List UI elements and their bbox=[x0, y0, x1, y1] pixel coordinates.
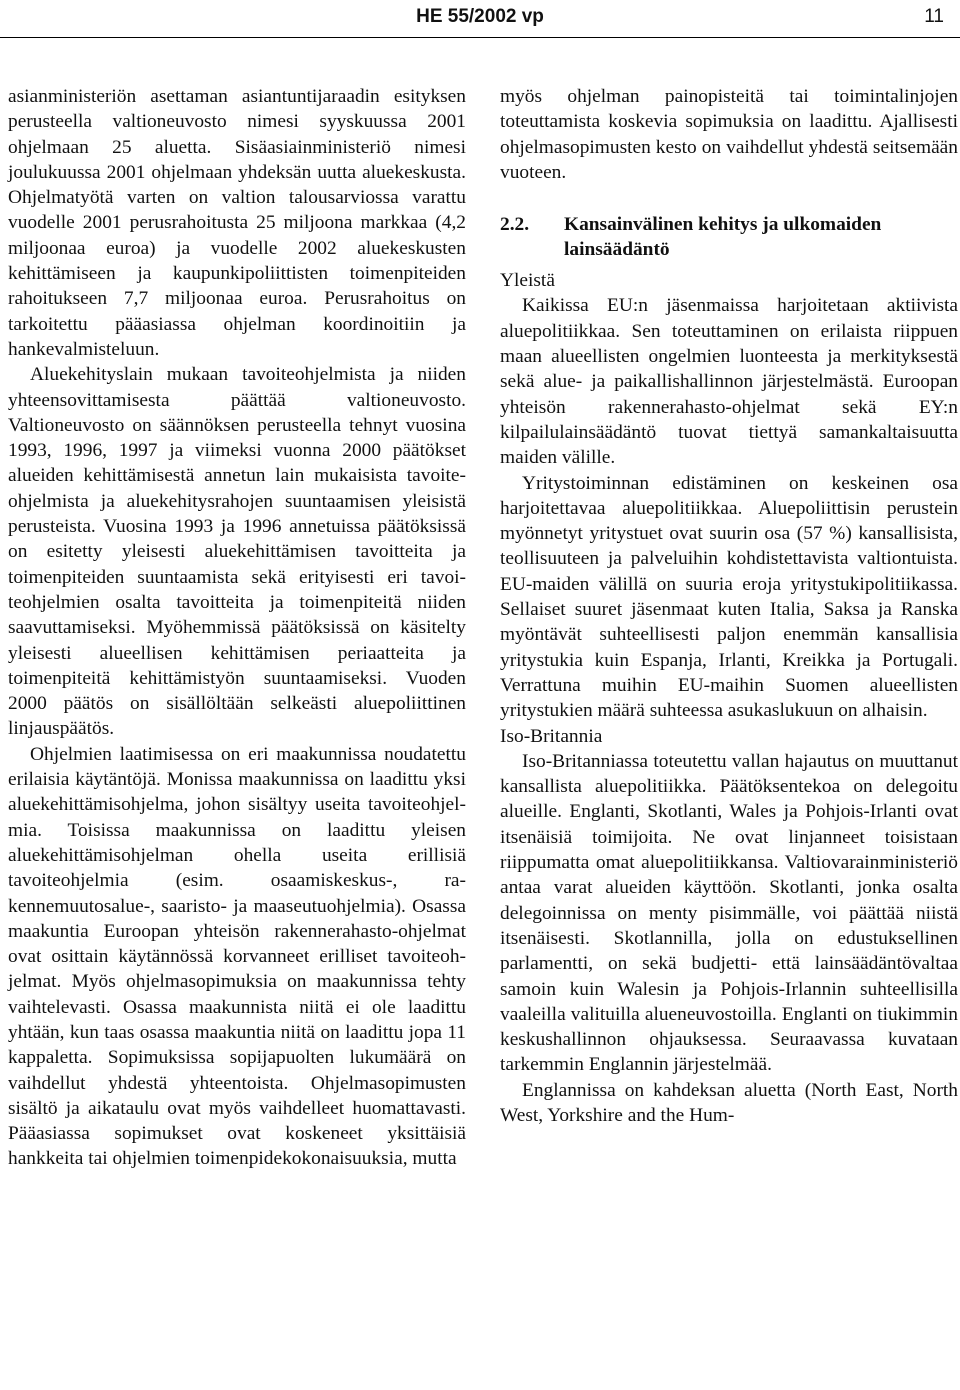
section-title: Kansainvälinen kehitys ja ulkomaiden lainsäädäntö bbox=[564, 214, 882, 261]
paragraph: Kaikissa EU:n jäsenmaissa harjoitetaan aktiivista aluepolitiikkaa. Sen toteuttaminen on erilaista riippuen maan alueellisten ongelmien luonteesta ja merkityksestä sekä alue- ja paikallishallinnon järjestelmästä. Euroopan yhteisön rakennerahasto-ohjelmat sekä EY:n kilpailulainsäädäntö tuovat tiettyä samankaltaisuutta maiden välille. bbox=[500, 295, 958, 469]
paragraph: myös ohjelman painopisteitä tai toimintalinjojen toteuttamista koskevia sopimuksia on laadittu. Ajallisesti ohjelmasopimusten kesto on vaihdellut yhdestä seitsemään vuoteen. bbox=[500, 86, 958, 183]
paragraph: Ohjelmien laatimisessa on eri maakunnissa noudatettu erilaisia käytäntöjä. Monissa maakunnissa on laadittu yksi aluekehittämisohjelma, johon sisältyy useita tavoiteohjelmia. Toisissa maakunnissa on laadittu yleisen aluekehittämisohjelman ohella useita erillisiä tavoiteohjelmia (esim. osaamiskeskus-, rakennemuutosalue-, saaristo- ja maaseutuohjelmia). Osassa maakuntia Euroopan yhteisön rakennerahasto-ohjelmat ovat osittain käytännössä korvanneet erilliset tavoiteohjelmat. Myös ohjelmasopimuksia on maakunnissa tehty vaihtelevasti. Osassa maakunnista niitä ei ole laadittu yhtään, kun taas osassa maakuntia niitä on laadittu jopa 11 kappaletta. Sopimuksissa sopijapuolten lukumäärä on vaihdellut yhdestä yhteentoista. Ohjelmasopimusten sisältö ja aikataulu ovat myös vaihdelleet huomattavasti. Pääasiassa sopimukset ovat koskeneet yksittäisiä hankkeita tai ohjelmien toimenpidekokonaisuuksia, mutta bbox=[8, 743, 466, 1170]
paragraph: Englannissa on kahdeksan aluetta (North East, North West, Yorkshire and the Hum- bbox=[500, 1079, 958, 1126]
document-reference: HE 55/2002 vp bbox=[416, 6, 544, 27]
paragraph: asianministeriön asettaman asiantuntijaraadin esityksen perusteella valtioneuvosto nimesi syyskuussa 2001 ohjelmaan 25 aluetta. Sisäasiainministeriö nimesi joulukuussa 2001 ohjelmaan yhdeksän uutta aluekeskusta. Ohjelmatyötä varten on valtion talousarviossa varattu vuodelle 2001 perusrahoitusta 25 miljoona markkaa (4,2 miljoonaa euroa) ja vuodelle 2002 aluekeskusten kehittämiseen ja kaupunkipoliittisten toimenpiteiden rahoitukseen 7,7 miljoonaa euroa. Perusrahoitus on tarkoitettu pääasiassa ohjelman koordinoitiin ja hankevalmisteluun. bbox=[8, 86, 466, 360]
page-header bbox=[0, 0, 960, 40]
section-heading bbox=[500, 212, 958, 268]
subheading-uk: Iso-Britannia bbox=[500, 725, 603, 747]
right-column bbox=[500, 84, 958, 1128]
page-number: 11 bbox=[924, 6, 944, 27]
section-number: 2.2. bbox=[500, 214, 530, 236]
paragraph: Iso-Britanniassa toteutettu vallan hajautus on muuttanut kansallista aluepolitiikka. Päätöksentekoa on delegoitu alueille. Englanti, Skotlanti, Wales ja Pohjois-Irlanti ovat itsenäisiä toimijoita. Ne ovat linjanneet toisistaan riippumatta omat aluepolitiikkansa. Valtiovarainministeriö antaa varat alueiden käyttöön. Skotlanti, jonka osalta delegoinnissa on menty pisimmälle, voi päättää niistä itsenäisesti. Skotlannilla, jolla on edustuksellinen parlamentti, on sekä budjetti- että lainsäädäntövaltaa samoin kuin Walesin ja Pohjois-Irlannin suhteellisilla vaaleilla valituilla alueneuvostoilla. Englanti on tiukimmin keskushallinnon ohjauksessa. Seuraavassa kuvataan tarkemmin Englannin järjestelmää. bbox=[500, 750, 958, 1076]
paragraph: Yritystoiminnan edistäminen on keskeinen osa harjoitettavaa aluepolitiikkaa. Aluepoliittisin perustein myönnetyt yritystuet ovat suurin osa (57 %) kansallisista, teollisuuteen ja palveluihin kohdistettavista valtiontuista. EU-maiden välillä on suuria eroja yritystukipolitiikassa. Sellaiset suuret jäsenmaat kuten Italia, Saksa ja Ranska myöntävät suhteellisesti paljon enemmän kansallisia yritystukia kuin Espanja, Irlanti, Kreikka ja Portugali. Verrattuna muihin EU-maihin Suomen alueellisten yritystukien määrä suhteessa asukaslukuun on alhaisin. bbox=[500, 472, 958, 722]
left-column bbox=[8, 84, 466, 1172]
paragraph: Aluekehityslain mukaan tavoiteohjelmista ja niiden yhteensovittamisesta päättää valtioneuvosto. Valtioneuvosto on säännöksen perusteella tehnyt vuosina 1993, 1996, 1997 ja viimeksi vuonna 2000 päätökset alueiden kehittämisestä annetun lain mukaisista tavoiteohjelmista ja aluekehitysrahojen suuntaamisen yleisistä perusteista. Vuosina 1993 ja 1996 annetuissa päätöksissä on esitetty yleisesti aluekehittämisen tavoitteita ja toimenpiteiden suuntaamista sekä erityisesti eri tavoiteohjelmien osalta tavoitteita ja toimenpiteitä niiden saavuttamiseksi. Myöhemmissä päätöksissä on käsitelty yleisesti alueellisen kehittämisen periaatteita ja toimenpiteitä kehittämistyön suuntaamiseksi. Vuoden 2000 päätös on sisällöltään selkeästi aluepoliittinen linjauspäätös. bbox=[8, 364, 466, 740]
header-rule bbox=[0, 37, 960, 38]
subheading-general: Yleistä bbox=[500, 270, 555, 292]
